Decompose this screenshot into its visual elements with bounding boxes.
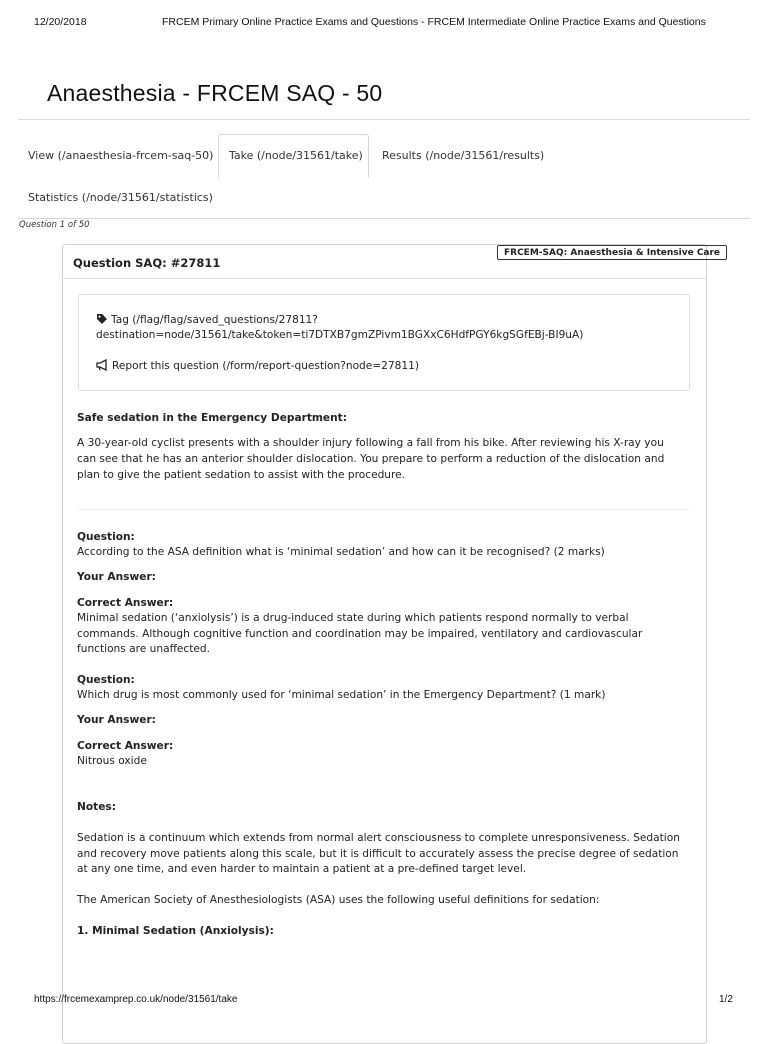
- notes-label: Notes:: [77, 801, 116, 813]
- title-divider: [18, 119, 750, 120]
- bullhorn-icon: [96, 359, 109, 371]
- print-date: 12/20/2018: [34, 16, 87, 28]
- tag-link-line2[interactable]: [96, 327, 583, 343]
- question-id: Question SAQ: #27811: [73, 256, 221, 270]
- print-header: [0, 16, 768, 32]
- question-label-2: Question:: [77, 674, 135, 686]
- scenario-line-3: plan to give the patient sedation to assist with the procedure.: [77, 469, 406, 481]
- asa-definitions-line: The American Society of Anesthesiologists (ASA) uses the following useful definitions for sedation:: [77, 894, 600, 906]
- print-footer-url: https://frcemexamprep.co.uk/node/31561/take: [34, 994, 238, 1005]
- tab-statistics[interactable]: Statistics (/node/31561/statistics): [28, 191, 213, 204]
- panel-header-divider: [62, 278, 707, 279]
- tag-icon: [96, 313, 108, 325]
- scenario-title: Safe sedation in the Emergency Department:: [77, 412, 347, 424]
- scenario-line-2: can see that he has an anterior shoulder dislocation. You prepare to perform a reduction of the dislocation and: [77, 453, 665, 465]
- correct-answer-2-line-1: Nitrous oxide: [77, 755, 147, 767]
- category-badge: FRCEM-SAQ: Anaesthesia & Intensive Care: [497, 245, 727, 260]
- notes-line-1: Sedation is a continuum which extends from normal alert consciousness to complete unresponsiveness. Sedation: [77, 832, 680, 844]
- your-answer-label-2: Your Answer:: [77, 714, 156, 726]
- section-divider: [78, 509, 690, 510]
- minimal-sedation-subheading: 1. Minimal Sedation (Anxiolysis):: [77, 925, 274, 937]
- notes-line-2: and recovery move patients along this scale, but it is difficult to accurately assess the precise degree of sedation: [77, 848, 679, 860]
- tag-link[interactable]: [96, 312, 318, 328]
- tab-take[interactable]: Take (/node/31561/take): [229, 149, 363, 162]
- correct-answer-label-2: Correct Answer:: [77, 740, 174, 752]
- tag-link-text-line1: Tag (/flag/flag/saved_questions/27811?: [111, 314, 318, 326]
- print-title: FRCEM Primary Online Practice Exams and Questions - FRCEM Intermediate Online Practice Exams and Questions: [162, 16, 706, 28]
- correct-answer-1-line-2: commands. Although cognitive function and coordination may be impaired, ventilatory and cardiovascular: [77, 628, 643, 640]
- notes-line-3: at any one time, and even harder to maintain a patient at a pre-defined target level.: [77, 863, 527, 875]
- scenario-line-1: A 30-year-old cyclist presents with a shoulder injury following a fall from his bike. After reviewing his X-ray you: [77, 437, 664, 449]
- report-link[interactable]: [96, 358, 419, 374]
- your-answer-label-1: Your Answer:: [77, 571, 156, 583]
- question-label-1: Question:: [77, 531, 135, 543]
- correct-answer-1-line-1: Minimal sedation (‘anxiolysis’) is a drug-induced state during which patients respond normally to verbal: [77, 612, 629, 624]
- report-link-text: Report this question (/form/report-question?node=27811): [112, 360, 420, 372]
- question-text-1: According to the ASA definition what is ‘minimal sedation’ and how can it be recognised? (2 marks): [77, 546, 605, 558]
- correct-answer-1-line-3: functions are unaffected.: [77, 643, 210, 655]
- print-footer-page: 1/2: [719, 994, 733, 1005]
- page-title: Anaesthesia - FRCEM SAQ - 50: [47, 80, 383, 106]
- tab-view[interactable]: View (/anaesthesia-frcem-saq-50): [28, 149, 214, 162]
- tag-link-text-line2: destination=node/31561/take&token=ti7DTXB7gmZPivm1BGXxC6HdfPGY6kgSGfEBj-BI9uA): [96, 329, 584, 341]
- tabs-divider: [18, 218, 750, 219]
- question-text-2: Which drug is most commonly used for ‘minimal sedation’ in the Emergency Department? (1 mark): [77, 689, 606, 701]
- tab-results[interactable]: Results (/node/31561/results): [382, 149, 545, 162]
- correct-answer-label-1: Correct Answer:: [77, 597, 174, 609]
- question-count: Question 1 of 50: [19, 220, 90, 230]
